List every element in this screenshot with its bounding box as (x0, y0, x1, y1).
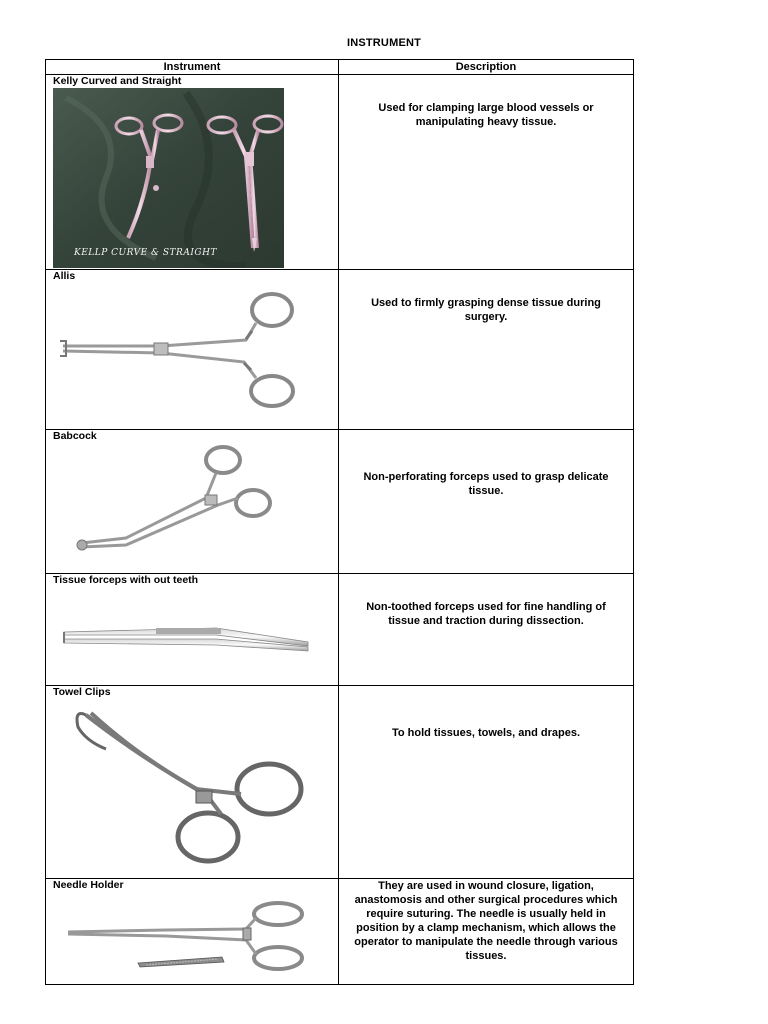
instrument-cell (46, 686, 339, 879)
table-row (46, 75, 634, 270)
table-row (46, 686, 634, 879)
kelly-forceps-photo (46, 88, 338, 268)
table-header-row (46, 60, 634, 75)
instrument-name: Babcock (53, 430, 97, 442)
needle-holder-image (46, 892, 338, 982)
instrument-description: Used for clamping large blood vessels or manipulating heavy tissue. (378, 102, 594, 128)
instrument-cell (46, 75, 339, 270)
description-cell (339, 270, 634, 430)
instrument-cell (46, 574, 339, 686)
table-row (46, 879, 634, 985)
description-cell (339, 879, 634, 985)
babcock-forceps-image (46, 443, 338, 569)
table-row (46, 270, 634, 430)
instrument-table (45, 59, 634, 985)
table-row (46, 430, 634, 574)
instrument-name: Kelly Curved and Straight (53, 75, 182, 87)
description-cell (339, 75, 634, 270)
instrument-description: To hold tissues, towels, and drapes. (391, 727, 581, 739)
instrument-name: Tissue forceps with out teeth (53, 574, 199, 586)
description-cell (339, 430, 634, 574)
header-instrument: Instrument (46, 60, 339, 75)
instrument-cell (46, 430, 339, 574)
towel-clip-image (46, 699, 338, 874)
instrument-description: They are used in wound closure, ligation, anastomosis and other surgical procedures which require suturing. The needle is usually held in position by a clamp mechanism, which allows the operator to manipulate the needle through various tissues. (354, 880, 618, 962)
instrument-name: Allis (53, 270, 76, 282)
instrument-description: Non-perforating forceps used to grasp delicate tissue. (363, 471, 609, 497)
instrument-cell (46, 879, 339, 985)
instrument-description: Non-toothed forceps used for fine handling of tissue and traction during dissection. (366, 601, 606, 627)
description-cell (339, 686, 634, 879)
header-description: Description (339, 60, 634, 75)
table-row (46, 574, 634, 686)
instrument-name: Towel Clips (53, 686, 111, 698)
tissue-forceps-image (46, 587, 338, 683)
instrument-name: Needle Holder (53, 879, 124, 891)
document-title: INSTRUMENT (346, 37, 422, 49)
allis-forceps-image (46, 283, 338, 423)
instrument-description: Used to firmly grasping dense tissue during surgery. (371, 297, 601, 323)
description-cell (339, 574, 634, 686)
photo-caption: KELLP CURVE & STRAIGHT (74, 248, 217, 258)
instrument-cell (46, 270, 339, 430)
